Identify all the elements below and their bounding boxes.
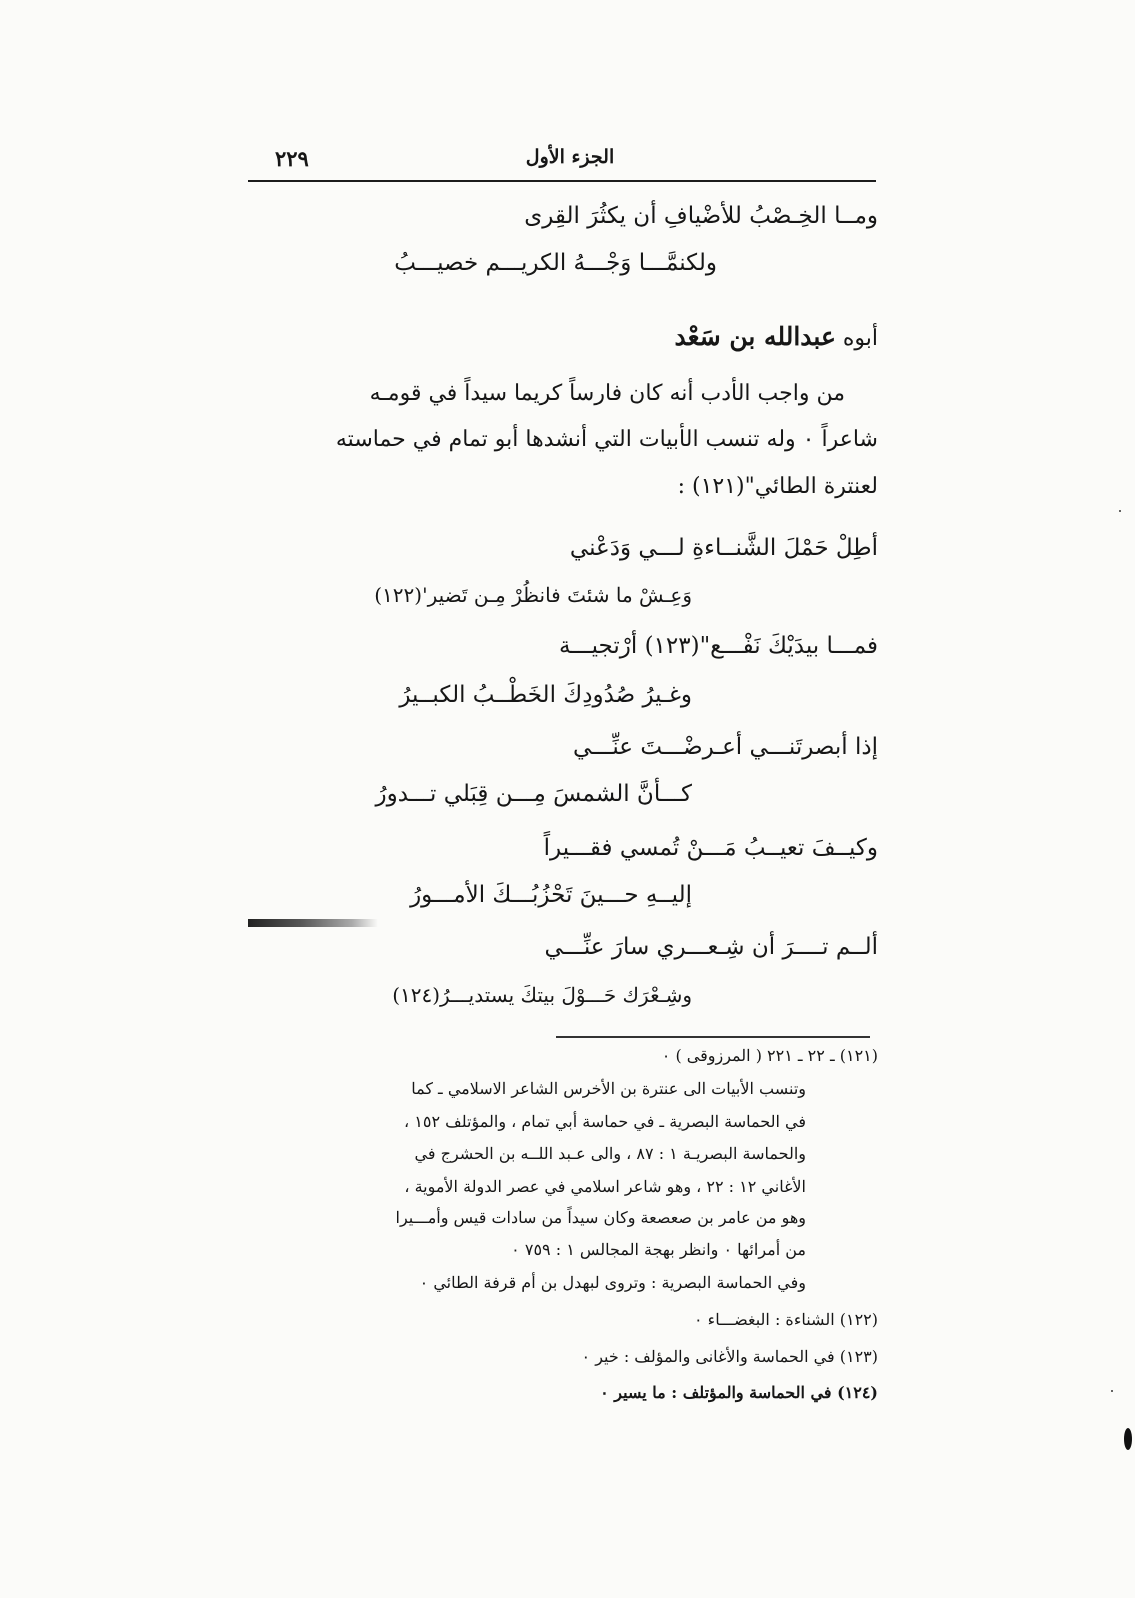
poem-second-hemistich: وَعِـشْ ما شئتَ فانظُرْ مِـن تَضير'(١٢٢) [374, 583, 692, 607]
poem-second-hemistich: وشِـعْرَك حَـــوْلَ بيتكَ يستديـــرُ(١٢٤) [392, 983, 692, 1007]
poem-second-hemistich: كـــأنَّ الشمسَ مِـــن قِبَلي تـــدورُ [375, 781, 692, 807]
running-head: الجزء الأول [525, 146, 615, 168]
poem-second-hemistich: إليــهِ حـــينَ تَحْزُبُـــكَ الأمـــورُ [410, 882, 692, 908]
footnote-line: (١٢٣) في الحماسة والأغانى والمؤلف : خير ٠ [581, 1347, 878, 1366]
page-number: ٢٢٩ [275, 146, 309, 171]
footnote-line: (١٢١) ـ ٢٢ ـ ٢٢١ ( المرزوقى ) ٠ [661, 1046, 878, 1065]
footnote-line: والحماسة البصريـة ١ : ٨٧ ، والى عـبد اللــه بن الحشرج في [414, 1144, 806, 1163]
scan-speck [1111, 1390, 1113, 1392]
prose-line: من واجب الأدب أنه كان فارساً كريما سيداً في قومـه [369, 381, 845, 406]
poem-second-hemistich: وغـيرُ صُدُودِكَ الخَطْــبُ الكبــيرُ [399, 682, 692, 708]
scan-edge-mark [1124, 1428, 1132, 1450]
heading-prefix: أبوه [835, 326, 878, 351]
footnote-line: الأغاني ١٢ : ٢٢ ، وهو شاعر اسلامي في عصر الدولة الأموية ، [404, 1177, 806, 1196]
poem-first-hemistich: وكيــفَ تعيــبُ مَـــنْ تُمسي فقـــيراً [543, 835, 878, 861]
scan-speck [1119, 510, 1121, 512]
poem-first-hemistich: أطِلْ حَمْلَ الشَّنــاءةِ لـــي وَدَعْني [569, 535, 878, 561]
poem-first-hemistich: ألــم تــــرَ أن شِـعـــري سارَ عنِّـــي [544, 934, 878, 960]
footnote-line: (١٢٢) الشناءة : البغضـــاء ٠ [693, 1310, 878, 1329]
section-heading [675, 322, 878, 351]
poem-first-hemistich: إذا أبصرتَنـــي أعـرضْـــتَ عنِّـــي [572, 734, 878, 760]
prose-line: لعنترة الطائي"(١٢١) : [677, 474, 878, 499]
heading-name: عبدالله بن سَعْد [674, 322, 836, 351]
footnote-line: وهو من عامر بن صعصعة وكان سيداً من سادات قيس وأمـــيرا [395, 1208, 806, 1227]
footnote-rule [556, 1036, 870, 1038]
footnote-line: في الحماسة البصرية ـ في حماسة أبي تمام ، والمؤتلف ١٥٢ ، [404, 1112, 806, 1131]
header-rule [248, 180, 876, 182]
verse-first-hemistich: ومــا الخِـصْبُ للأضْيافِ أن يكثُرَ القِرى [524, 203, 878, 229]
footnote-line: من أمرائها ٠ وانظر بهجة المجالس ١ : ٧٥٩ ٠ [511, 1240, 806, 1259]
prose-line: شاعراً ٠ وله تنسب الأبيات التي أنشدها أبو تمام في حماسته [335, 427, 878, 452]
footnote-line: وفي الحماسة البصرية : وتروى لبهدل بن أم قرفة الطائي ٠ [419, 1273, 806, 1292]
verse-second-hemistich: ولكنمَّـــا وَجْـــهُ الكريـــم خصيـــبُ [394, 250, 717, 276]
footnote-line: (١٢٤) في الحماسة والمؤتلف : ما يسير ٠ [600, 1383, 878, 1402]
footnote-line: وتنسب الأبيات الى عنترة بن الأخرس الشاعر الاسلامي ـ كما [411, 1079, 806, 1098]
poem-first-hemistich: فمـــا بيدَيْكَ نَفْـــع"(١٢٣) أرْتجيـــة [559, 633, 878, 659]
ink-smudge [248, 919, 378, 927]
